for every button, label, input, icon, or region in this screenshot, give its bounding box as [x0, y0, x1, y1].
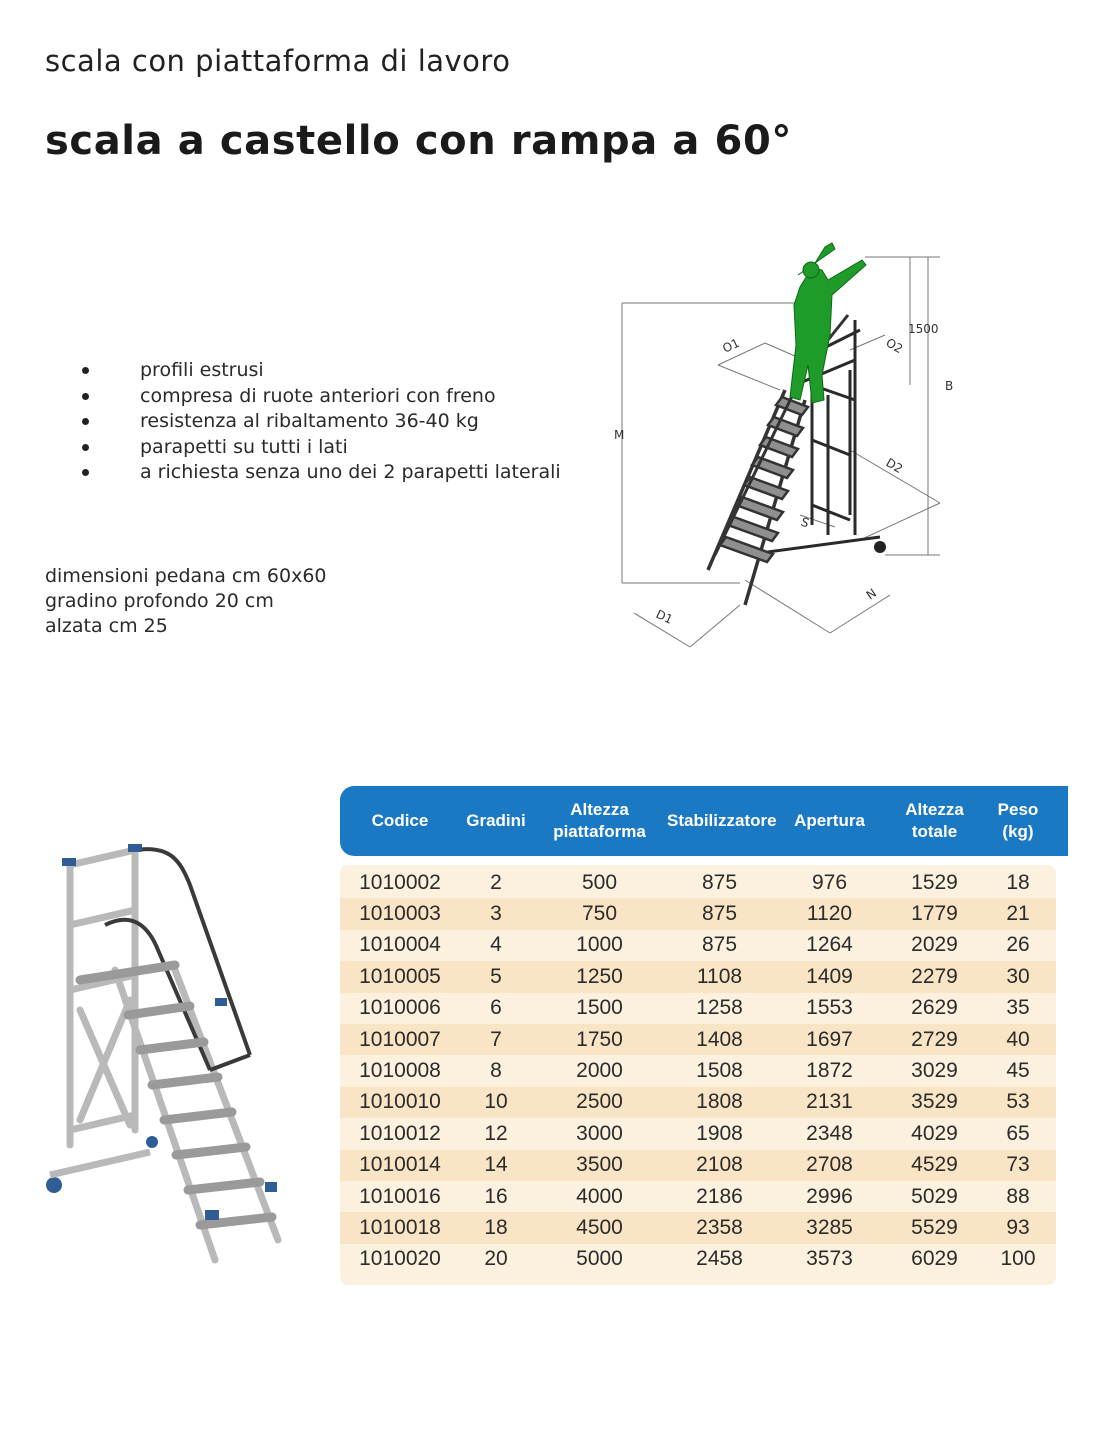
- table-cell: 1250: [576, 964, 623, 988]
- table-cell: 1010003: [359, 902, 441, 926]
- page-subtitle: scala con piattaforma di lavoro: [45, 44, 511, 78]
- product-table: [340, 786, 1068, 1285]
- column-header: Apertura: [794, 811, 865, 830]
- table-cell: 2131: [806, 1090, 853, 1114]
- table-cell: 1010010: [359, 1090, 441, 1114]
- column-header: Stabilizzatore: [667, 811, 777, 830]
- table-cell: 1408: [696, 1027, 743, 1051]
- table-cell: 1508: [696, 1059, 743, 1083]
- table-row: [340, 1024, 1056, 1055]
- table-cell: 1000: [576, 933, 623, 957]
- table-cell: 5000: [576, 1247, 623, 1271]
- bullet-icon: [82, 367, 89, 374]
- label-s: S: [798, 514, 811, 531]
- page-title: scala a castello con rampa a 60°: [45, 118, 792, 164]
- table-row: [340, 1055, 1056, 1086]
- table-row: [340, 993, 1056, 1024]
- column-header: Altezza totale: [905, 800, 964, 841]
- table-cell: 3285: [806, 1215, 853, 1239]
- table-cell: 1553: [806, 996, 853, 1020]
- table-cell: 2358: [696, 1215, 743, 1239]
- table-header: [340, 786, 1068, 856]
- table-cell: 20: [484, 1247, 508, 1271]
- table-cell: 1010016: [359, 1184, 441, 1208]
- table-cell: 4: [490, 933, 502, 957]
- table-cell: 1258: [696, 996, 743, 1020]
- label-d2: D2: [883, 455, 906, 477]
- label-o1: O1: [720, 335, 742, 356]
- label-n: N: [863, 585, 880, 603]
- table-cell: 2996: [806, 1184, 853, 1208]
- table-cell: 3573: [806, 1247, 853, 1271]
- table-cell: 3529: [911, 1090, 958, 1114]
- table-cell: 1529: [911, 870, 958, 894]
- table-row: [340, 1118, 1056, 1149]
- table-cell: 1908: [696, 1121, 743, 1145]
- table-cell: 1264: [806, 933, 853, 957]
- table-cell: 88: [1006, 1184, 1030, 1208]
- table-row: [340, 867, 1056, 898]
- table-cell: 1120: [806, 902, 853, 926]
- table-cell: 1010006: [359, 996, 441, 1020]
- wheel-icon: [874, 541, 886, 553]
- table-cell: 93: [1006, 1215, 1030, 1239]
- table-cell: 2: [490, 870, 502, 894]
- table-cell: 2000: [576, 1059, 623, 1083]
- bullet-icon: [82, 444, 89, 451]
- table-cell: 53: [1006, 1090, 1030, 1114]
- table-row: [340, 1150, 1056, 1181]
- feature-item: resistenza al ribaltamento 36-40 kg: [80, 409, 580, 435]
- table-row: [340, 1212, 1056, 1243]
- table-cell: 2729: [911, 1027, 958, 1051]
- label-b: B: [945, 379, 954, 393]
- table-cell: 10: [484, 1090, 508, 1114]
- column-header: Altezza piattaforma: [553, 800, 646, 841]
- table-cell: 1409: [806, 964, 853, 988]
- table-cell: 1808: [696, 1090, 743, 1114]
- table-row: [340, 1181, 1056, 1212]
- column-header: Peso (kg): [997, 800, 1039, 841]
- feature-item: parapetti su tutti i lati: [80, 435, 580, 461]
- table-cell: 875: [701, 902, 738, 926]
- table-cell: 1010014: [359, 1153, 441, 1177]
- table-cell: 5029: [911, 1184, 958, 1208]
- spec-platform-size: dimensioni pedana cm 60x60: [45, 565, 327, 587]
- table-cell: 21: [1006, 902, 1030, 926]
- wheel-icon: [46, 1177, 62, 1193]
- spec-step-depth: gradino profondo 20 cm: [45, 590, 274, 612]
- table-cell: 2348: [806, 1121, 853, 1145]
- table-cell: 3: [490, 902, 502, 926]
- table-cell: 2458: [696, 1247, 743, 1271]
- label-1500: 1500: [908, 322, 939, 336]
- table-cell: 1750: [576, 1027, 623, 1051]
- table-cell: 35: [1006, 996, 1030, 1020]
- table-cell: 1872: [806, 1059, 853, 1083]
- table-cell: 976: [811, 870, 848, 894]
- table-cell: 14: [484, 1153, 508, 1177]
- table-cell: 30: [1006, 964, 1030, 988]
- table-cell: 2029: [911, 933, 958, 957]
- spec-riser: alzata cm 25: [45, 615, 168, 637]
- table-cell: 18: [1006, 870, 1030, 894]
- table-cell: 4529: [911, 1153, 958, 1177]
- table-cell: 12: [484, 1121, 508, 1145]
- table-cell: 500: [581, 870, 618, 894]
- table-cell: 16: [484, 1184, 508, 1208]
- table-cell: 2500: [576, 1090, 623, 1114]
- table-cell: 5: [490, 964, 502, 988]
- table-cell: 875: [701, 933, 738, 957]
- table-cell: 1500: [576, 996, 623, 1020]
- table-cell: 1010018: [359, 1215, 441, 1239]
- table-row: [340, 1244, 1056, 1275]
- table-cell: 73: [1006, 1153, 1030, 1177]
- feature-item: profili estrusi: [80, 358, 580, 384]
- table-cell: 1010012: [359, 1121, 441, 1145]
- table-cell: 65: [1006, 1121, 1030, 1145]
- table-cell: 45: [1006, 1059, 1030, 1083]
- table-cell: 1108: [696, 964, 743, 988]
- table-cell: 18: [484, 1215, 508, 1239]
- table-row: [340, 961, 1056, 992]
- bullet-icon: [82, 393, 89, 400]
- ladder-photo: [40, 830, 285, 1270]
- table-cell: 2708: [806, 1153, 853, 1177]
- table-cell: 5529: [911, 1215, 958, 1239]
- table-cell: 1010005: [359, 964, 441, 988]
- table-cell: 8: [490, 1059, 502, 1083]
- table-cell: 3000: [576, 1121, 623, 1145]
- wheel-icon: [146, 1136, 158, 1148]
- feature-item: compresa di ruote anteriori con freno: [80, 384, 580, 410]
- table-cell: 2186: [696, 1184, 743, 1208]
- bullet-icon: [82, 469, 89, 476]
- table-row: [340, 898, 1056, 929]
- table-cell: 1010004: [359, 933, 441, 957]
- table-cell: 4000: [576, 1184, 623, 1208]
- table-cell: 1010007: [359, 1027, 441, 1051]
- table-cell: 1697: [806, 1027, 853, 1051]
- table-cell: 7: [490, 1027, 502, 1051]
- label-o2: O2: [883, 335, 906, 357]
- table-cell: 1010002: [359, 870, 441, 894]
- table-cell: 3500: [576, 1153, 623, 1177]
- table-cell: 750: [581, 902, 618, 926]
- table-cell: 40: [1006, 1027, 1030, 1051]
- feature-list: [80, 358, 580, 486]
- table-cell: 4029: [911, 1121, 958, 1145]
- spec-block: [45, 564, 327, 639]
- table-cell: 100: [1000, 1247, 1036, 1271]
- table-row: [340, 930, 1056, 961]
- table-cell: 1779: [911, 902, 958, 926]
- table-body: [340, 865, 1056, 1285]
- column-header: Gradini: [466, 811, 526, 830]
- table-cell: 875: [701, 870, 738, 894]
- table-cell: 1010020: [359, 1247, 441, 1271]
- table-cell: 1010008: [359, 1059, 441, 1083]
- table-cell: 26: [1006, 933, 1030, 957]
- column-header: Codice: [371, 811, 429, 830]
- table-cell: 3029: [911, 1059, 958, 1083]
- table-cell: 2108: [696, 1153, 743, 1177]
- table-cell: 2629: [911, 996, 958, 1020]
- table-cell: 6: [490, 996, 502, 1020]
- feature-item: a richiesta senza uno dei 2 parapetti laterali: [80, 460, 580, 486]
- bullet-icon: [82, 418, 89, 425]
- table-cell: 4500: [576, 1215, 623, 1239]
- table-row: [340, 1087, 1056, 1118]
- technical-diagram: [600, 225, 960, 650]
- table-cell: 6029: [911, 1247, 958, 1271]
- label-m: M: [614, 428, 625, 442]
- label-d1: D1: [653, 607, 675, 627]
- table-cell: 2279: [911, 964, 958, 988]
